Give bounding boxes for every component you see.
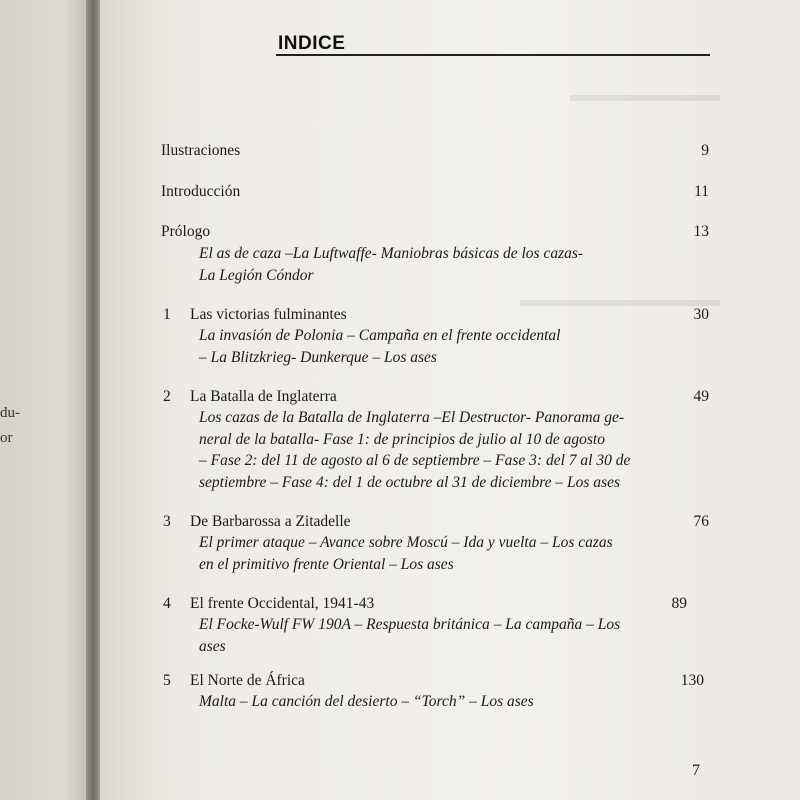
left-page-fragment: or	[0, 430, 13, 446]
left-page-fragment: du-	[0, 405, 20, 421]
toc-page-number: 130	[680, 672, 704, 689]
toc-subtopic-line: El as de caza –La Luftwaffe- Maniobras básicas de los cazas-	[199, 245, 584, 262]
toc-page-number: 76	[693, 513, 709, 530]
toc-page-number: 49	[693, 388, 709, 405]
left-page	[0, 0, 92, 800]
toc-subtopic-line: La Legión Cóndor	[199, 266, 314, 284]
page-folio-number: 7	[692, 762, 700, 779]
toc-subtopic-line: El Focke-Wulf FW 190A – Respuesta británica – La campaña – Los	[199, 616, 621, 633]
toc-subtopics	[199, 691, 671, 713]
toc-subtopic-line: septiembre – Fase 4: del 1 de octubre al 31 de diciembre – Los ases	[199, 473, 620, 491]
chapter-number: 4	[163, 595, 171, 612]
toc-heading[interactable]: El frente Occidental, 1941-43	[190, 595, 375, 612]
toc-subtopics	[199, 407, 689, 493]
toc-subtopics	[199, 243, 671, 286]
toc-subtopic-line: en el primitivo frente Oriental – Los ases	[199, 555, 454, 573]
toc-page-number: 11	[694, 183, 709, 200]
toc-subtopic-line: El primer ataque – Avance sobre Moscú – Ida y vuelta – Los cazas	[199, 534, 613, 551]
toc-subtopic-line: Los cazas de la Batalla de Inglaterra –El Destructor- Panorama ge-	[199, 409, 625, 426]
chapter-number: 5	[163, 672, 171, 689]
toc-page-number: 30	[693, 306, 709, 323]
toc-heading[interactable]: El Norte de África	[190, 672, 305, 689]
toc-subtopics	[199, 614, 671, 657]
toc-subtopic-line: La invasión de Polonia – Campaña en el frente occidental	[199, 327, 561, 344]
chapter-number: 2	[163, 388, 171, 405]
title-underline	[276, 54, 710, 56]
toc-page-number: 13	[693, 223, 709, 240]
toc-subtopic-line: Malta – La canción del desierto – “Torch” – Los ases	[199, 693, 534, 710]
chapter-number: 1	[163, 306, 171, 323]
toc-heading[interactable]: De Barbarossa a Zitadelle	[190, 513, 351, 530]
toc-subtopics	[199, 532, 689, 575]
toc-heading[interactable]: Prólogo	[161, 223, 211, 240]
toc-heading[interactable]: Las victorias fulminantes	[190, 306, 347, 323]
chapter-number: 3	[163, 513, 171, 530]
toc-heading[interactable]: Introducción	[161, 183, 241, 200]
toc-subtopic-line: ases	[199, 637, 226, 655]
toc-title: INDICE	[278, 33, 346, 54]
toc-subtopic-line: neral de la batalla- Fase 1: de principios de julio al 10 de agosto	[199, 430, 605, 448]
right-page	[100, 0, 800, 800]
toc-heading[interactable]: La Batalla de Inglaterra	[190, 388, 337, 405]
toc-page-number: 9	[701, 142, 709, 159]
toc-heading[interactable]: Ilustraciones	[161, 142, 241, 159]
toc-page-number: 89	[671, 595, 687, 612]
toc-subtopics	[199, 325, 671, 368]
toc-subtopic-line: – Fase 2: del 11 de agosto al 6 de septiembre – Fase 3: del 7 al 30 de	[199, 452, 631, 469]
toc-subtopic-line: – La Blitzkrieg- Dunkerque – Los ases	[199, 348, 437, 366]
